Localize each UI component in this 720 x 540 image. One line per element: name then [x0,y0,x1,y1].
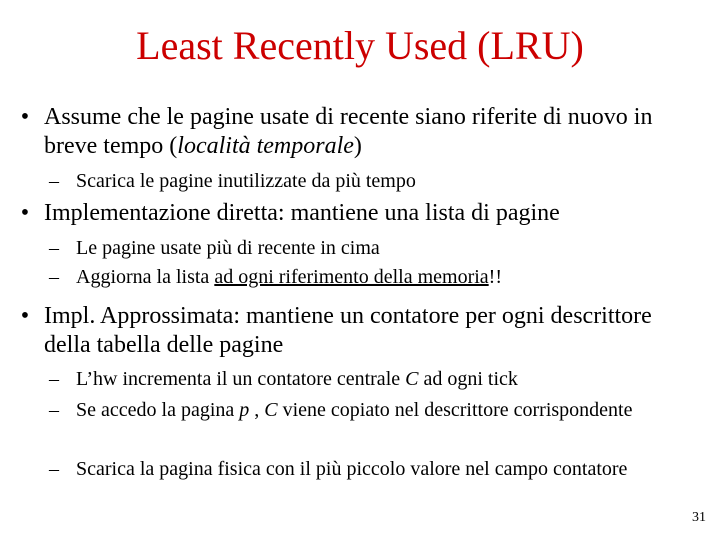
bullet-text: Impl. Approssimata: mantiene un contatore per ogni descrittore della tabella delle pagine [44,303,652,358]
sub-bullet-recent-on-top [49,236,676,260]
variable-c: C [405,368,419,390]
dash-marker: – [49,458,59,480]
sub-bullet-text: Scarica le pagine inutilizzate da più tempo [76,170,416,192]
bullet-marker: • [20,104,30,130]
sub-bullet-text: Se accedo la pagina [76,399,240,421]
bullet-italic-term: località temporale [177,133,354,159]
dash-marker: – [49,237,59,259]
bullet-locality [20,103,684,161]
page-number: 31 [692,510,706,525]
sub-bullet-hw-counter [49,367,676,391]
bullet-text: Assume che le pagine usate di recente siano riferite di nuovo in breve tempo ( [44,104,653,159]
variable-c: C [264,399,278,421]
sub-bullet-text: Aggiorna la lista [76,266,215,288]
sub-bullet-text: Scarica la pagina fisica con il più piccolo valore nel campo contatore [76,458,628,480]
sub-bullet-text: viene copiato nel descrittore corrispondente [277,399,633,421]
sub-bullet-text-end: !! [488,266,502,288]
dash-marker: – [49,368,59,390]
sub-bullet-text: Le pagine usate più di recente in cima [76,237,380,259]
bullet-approximate-implementation [20,302,684,360]
dash-marker: – [49,266,59,288]
sub-bullet-text: , [249,399,265,421]
slide-title: Least Recently Used (LRU) [136,23,584,68]
sub-bullet-discard-smallest [49,457,676,481]
bullet-direct-implementation [20,199,684,228]
variable-p: p [239,399,250,421]
bullet-marker: • [20,200,30,226]
sub-bullet-text: L’hw incrementa il un contatore centrale [76,368,406,390]
bullet-text: Implementazione diretta: mantiene una lista di pagine [44,200,560,226]
underlined-phrase: ad ogni riferimento della memoria [214,266,489,288]
sub-bullet-update-list [49,265,676,289]
dash-marker: – [49,399,59,421]
dash-marker: – [49,170,59,192]
bullet-marker: • [20,303,30,329]
sub-bullet-text: ad ogni tick [418,368,518,390]
sub-bullet-discard-oldest [49,169,676,193]
bullet-text-end: ) [353,133,362,159]
sub-bullet-copy-counter [49,398,676,422]
